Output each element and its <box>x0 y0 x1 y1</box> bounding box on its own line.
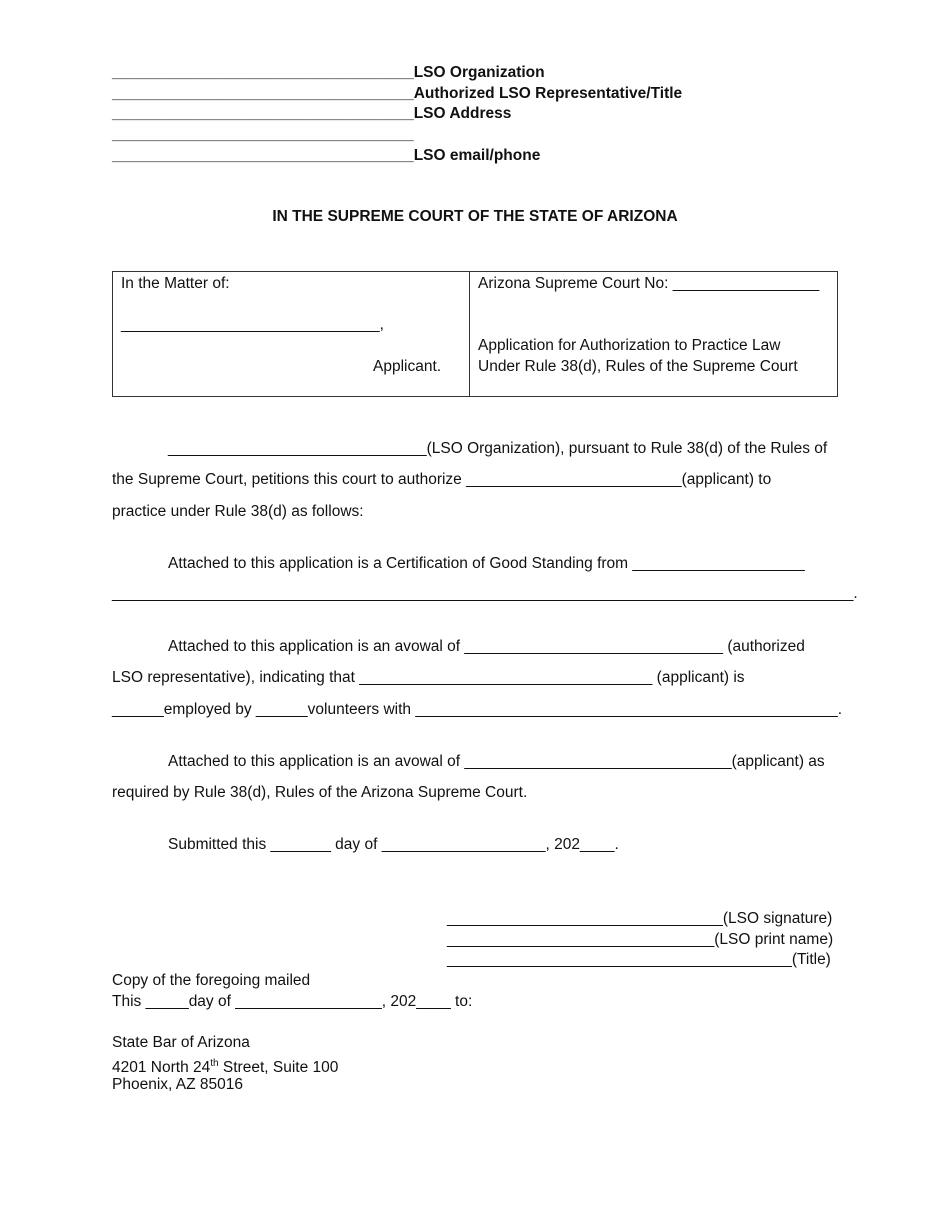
in-the-matter-of: In the Matter of: <box>121 275 230 292</box>
copy-mailed-line-1: Copy of the foregoing mailed <box>112 972 311 989</box>
application-title-line-2: Under Rule 38(d), Rules of the Supreme Court <box>478 358 798 375</box>
good-standing-line-2[interactable]: ______________________________________________________________________________________. <box>112 585 858 602</box>
address-street-rest: Street, Suite 100 <box>218 1059 339 1077</box>
copy-mailed-line-2[interactable]: This _____day of _________________, 202____ to: <box>112 993 473 1010</box>
petition-line-2[interactable]: the Supreme Court, petitions this court to authorize _________________________(applicant) to <box>112 471 772 488</box>
application-title-line-1: Application for Authorization to Practice Law <box>478 337 781 354</box>
submitted-date-line[interactable]: Submitted this _______ day of ___________________, 202____. <box>168 836 619 853</box>
header-line-email-phone <box>112 146 540 167</box>
applicant-name-blank[interactable]: ______________________________, <box>121 316 384 333</box>
avowal-rep-line-3[interactable]: ______employed by ______volunteers with _________________________________________________. <box>112 701 843 718</box>
petition-line-3: practice under Rule 38(d) as follows: <box>112 503 364 520</box>
lso-print-name-line[interactable]: _______________________________(LSO print name) <box>447 931 834 948</box>
header-label: LSO email/phone <box>413 147 541 164</box>
header-line-representative <box>112 84 682 105</box>
header-blank[interactable]: ___________________________________ <box>112 147 414 164</box>
supreme-court-number[interactable]: Arizona Supreme Court No: _________________ <box>478 275 820 292</box>
header-blank[interactable]: ___________________________________ <box>112 64 414 81</box>
header-line-address-2 <box>112 125 414 146</box>
avowal-applicant-line-1[interactable]: Attached to this application is an avowal of _______________________________(applicant) as <box>168 753 825 770</box>
lso-signature-line[interactable]: ________________________________(LSO signature) <box>447 910 833 927</box>
header-label: LSO Organization <box>413 64 545 81</box>
address-street-number: 4201 North 24 <box>112 1059 211 1077</box>
header-blank[interactable]: ___________________________________ <box>112 85 414 102</box>
avowal-applicant-line-2: required by Rule 38(d), Rules of the Arizona Supreme Court. <box>112 784 528 801</box>
header-label: LSO Address <box>413 105 512 122</box>
title-line[interactable]: ________________________________________(Title) <box>447 951 831 968</box>
applicant-label: Applicant. <box>373 358 442 375</box>
address-line-3: Phoenix, AZ 85016 <box>112 1076 243 1093</box>
petition-line-1[interactable]: ______________________________(LSO Organization), pursuant to Rule 38(d) of the Rules of <box>168 440 828 457</box>
avowal-rep-line-1[interactable]: Attached to this application is an avowal of ______________________________ (authorized <box>168 638 805 655</box>
avowal-rep-line-2[interactable]: LSO representative), indicating that __________________________________ (applicant) is <box>112 669 745 686</box>
good-standing-line-1[interactable]: Attached to this application is a Certification of Good Standing from ____________________ <box>168 555 805 572</box>
header-label: Authorized LSO Representative/Title <box>413 85 683 102</box>
header-line-lso-organization <box>112 63 545 84</box>
address-line-1: State Bar of Arizona <box>112 1034 250 1051</box>
case-caption-box <box>112 271 838 397</box>
header-line-address <box>112 104 511 125</box>
header-blank[interactable]: ___________________________________ <box>112 105 414 122</box>
court-title: IN THE SUPREME COURT OF THE STATE OF ARIZONA <box>272 208 678 225</box>
caption-left-column <box>113 272 470 396</box>
header-blank[interactable]: ___________________________________ <box>112 126 414 143</box>
ordinal-suffix: th <box>210 1058 219 1069</box>
